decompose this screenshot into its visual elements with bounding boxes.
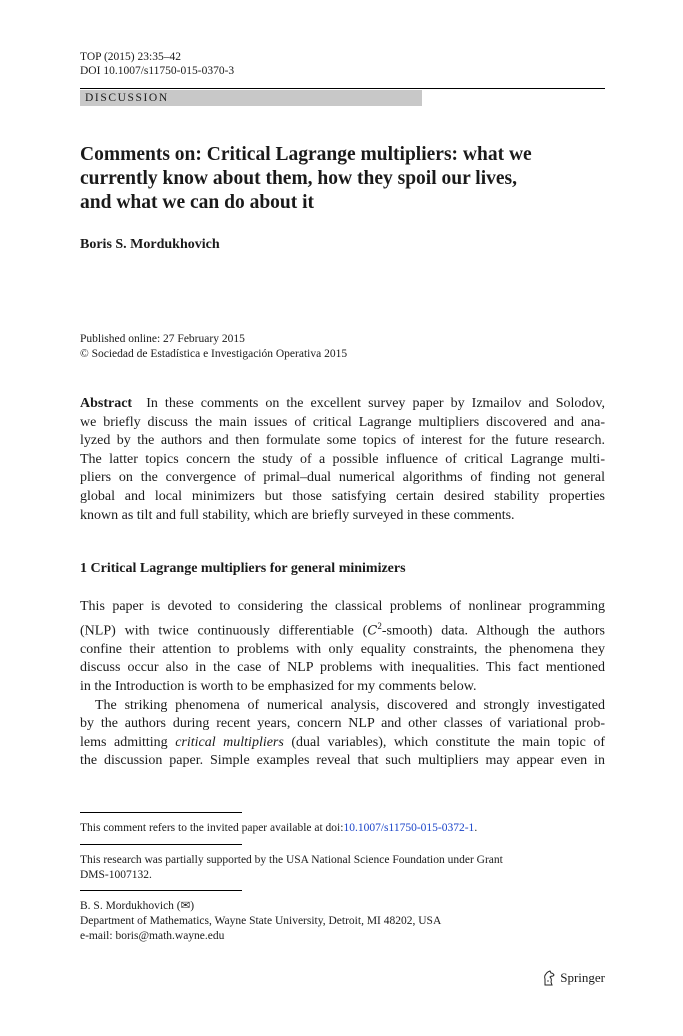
body-line: the discussion paper. Simple examples reveal that such multipliers may appear even in — [80, 753, 605, 769]
abstract-label: Abstract — [80, 396, 133, 411]
section-tag: DISCUSSION — [85, 92, 169, 104]
body-line: This paper is devoted to considering the classical problems of nonlinear programming — [80, 599, 605, 614]
body-line: discuss occur also in the case of NLP problems with inequalities. This fact mentioned — [80, 660, 605, 676]
department: Department of Mathematics, Wayne State University, Detroit, MI 48202, USA — [80, 915, 442, 927]
journal-citation: TOP (2015) 23:35–42 — [80, 51, 181, 63]
envelope-icon: ✉ — [180, 900, 191, 912]
abstract-line: Abstract In these comments on the excellent survey paper by Izmailov and Solodov, — [80, 396, 606, 411]
header-rule — [80, 88, 605, 89]
publisher-name: Springer — [560, 970, 605, 985]
publication-info — [80, 332, 347, 362]
doi-link[interactable]: 10.1007/s11750-015-0372-1 — [343, 822, 475, 834]
author-name: Boris S. Mordukhovich — [80, 237, 220, 252]
published-date: Published online: 27 February 2015 — [80, 333, 245, 345]
copyright: © Sociedad de Estadística e Investigación Operativa 2015 — [80, 348, 348, 360]
footnote-funding: This research was partially supported by the USA National Science Foundation under Grant DMS-1007132. — [80, 854, 503, 881]
abstract — [80, 395, 605, 525]
publisher-logo — [542, 970, 605, 986]
body-line: by the authors during recent years, concern NLP and other classes of variational prob- — [80, 716, 605, 732]
article-title — [80, 143, 600, 215]
emphasis: critical multipliers — [175, 734, 284, 750]
email: e-mail: boris@math.wayne.edu — [80, 930, 225, 942]
title-line: currently know about them, how they spoil our lives, — [80, 168, 517, 189]
abstract-line: pliers on the convergence of primal–dual numerical algorithms of finding not general — [80, 470, 605, 486]
footnote-rule — [80, 844, 242, 845]
abstract-line: global and local minimizers but those satisfying certain desired stability properties — [80, 488, 605, 504]
body-paragraph — [80, 598, 605, 771]
footnote-invited-paper: This comment refers to the invited paper available at doi:10.1007/s11750-015-0372-1. — [80, 822, 478, 834]
body-line: in the Introduction is worth to be emphasized for my comments below. — [80, 679, 477, 695]
title-line: Comments on: Critical Lagrange multipliers: what we — [80, 144, 532, 165]
title-line: and what we can do about it — [80, 192, 315, 213]
math-symbol: C — [367, 623, 378, 639]
body-line: confine their attention to problems with only equality constraints, the phenomena they — [80, 641, 605, 657]
abstract-line: The latter topics concern the study of a possible influence of critical Lagrange multi- — [80, 451, 605, 467]
body-line: The striking phenomena of numerical analysis, discovered and strongly investigated — [95, 697, 605, 713]
abstract-line: known as tilt and full stability, which are briefly surveyed in these comments. — [80, 507, 515, 523]
author-affiliation: B. S. Mordukhovich (✉) Department of Mathematics, Wayne State University, Detroit, MI 48202, USA e-mail: boris@math.wayne.edu — [80, 899, 605, 944]
section-heading: 1 Critical Lagrange multipliers for general minimizers — [80, 561, 406, 576]
abstract-line: we briefly discuss the main issues of critical Lagrange multipliers discovered and ana- — [80, 414, 605, 430]
springer-horse-icon — [542, 970, 556, 986]
footnote-rule — [80, 812, 242, 813]
footnote-rule — [80, 890, 242, 891]
body-line: (NLP) with twice continuously differentiable $(C^2-smooth)$ data. Although the authors — [80, 620, 605, 639]
body-line: lems admitting critical multipliers (dual variables), which constitute the main topic of — [80, 734, 606, 750]
abstract-line: lyzed by the authors and then formulate some topics of interest for the future research. — [80, 433, 605, 449]
doi: DOI 10.1007/s11750-015-0370-3 — [80, 65, 235, 77]
